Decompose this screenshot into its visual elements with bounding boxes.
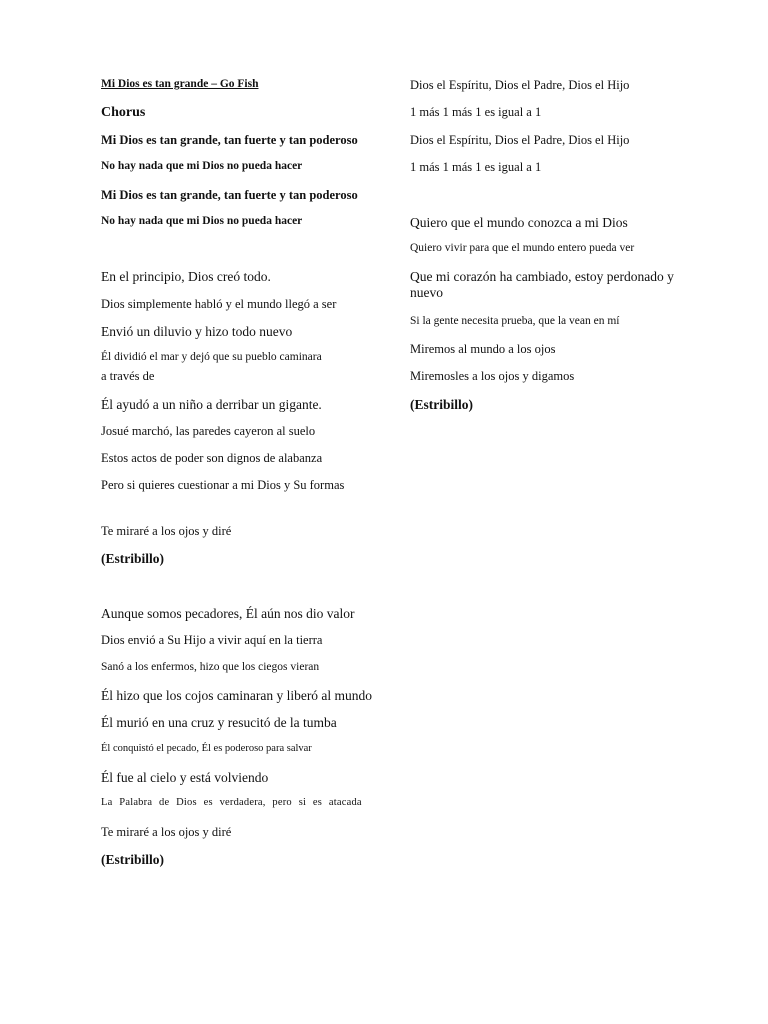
verse3-line: Dios el Espíritu, Dios el Padre, Dios el Hijo <box>410 78 630 92</box>
verse2-line: Él fue al cielo y está volviendo <box>101 770 269 785</box>
verse4-line: Si la gente necesita prueba, que la vean en mí <box>410 315 620 327</box>
verse3-line: Dios el Espíritu, Dios el Padre, Dios el Hijo <box>410 133 630 147</box>
verse2-line: La Palabra de Dios es verdadera, pero si es atacada <box>101 797 362 808</box>
verse3-line: 1 más 1 más 1 es igual a 1 <box>410 160 542 174</box>
verse3-line: 1 más 1 más 1 es igual a 1 <box>410 105 542 119</box>
verse1-line: Dios simplemente habló y el mundo llegó a ser <box>101 297 337 311</box>
chorus-line: No hay nada que mi Dios no pueda hacer <box>101 160 303 172</box>
verse2-line: Sanó a los enfermos, hizo que los ciegos vieran <box>101 661 320 673</box>
verse1-line: a través de <box>101 369 155 383</box>
chorus-line: Mi Dios es tan grande, tan fuerte y tan poderoso <box>101 133 358 147</box>
estribillo-marker: (Estribillo) <box>410 397 473 412</box>
song-title: Mi Dios es tan grande – Go Fish <box>101 78 259 90</box>
verse4-line: Que mi corazón ha cambiado, estoy perdonado y nuevo <box>410 269 674 300</box>
verse4-line: Miremosles a los ojos y digamos <box>410 369 575 383</box>
verse1-line: Él ayudó a un niño a derribar un gigante. <box>101 397 322 412</box>
verse1-line: Envió un diluvio y hizo todo nuevo <box>101 324 293 339</box>
chorus-line: Mi Dios es tan grande, tan fuerte y tan poderoso <box>101 188 358 202</box>
verse1-line: Pero si quieres cuestionar a mi Dios y Su formas <box>101 478 345 492</box>
estribillo-marker: (Estribillo) <box>101 551 164 566</box>
verse4-line: Quiero que el mundo conozca a mi Dios <box>410 215 628 230</box>
verse1-line: Josué marchó, las paredes cayeron al suelo <box>101 424 316 438</box>
verse2-line: Te miraré a los ojos y diré <box>101 825 232 839</box>
verse4-line: Miremos al mundo a los ojos <box>410 342 556 356</box>
verse1-line: En el principio, Dios creó todo. <box>101 269 271 284</box>
verse1-line: Estos actos de poder son dignos de alabanza <box>101 451 323 465</box>
verse2-line: Él hizo que los cojos caminaran y liberó al mundo <box>101 688 373 703</box>
verse2-line: Dios envió a Su Hijo a vivir aquí en la tierra <box>101 633 323 647</box>
verse2-line: Él murió en una cruz y resucitó de la tumba <box>101 715 337 730</box>
verse2-line: Él conquistó el pecado, Él es poderoso para salvar <box>101 743 312 754</box>
chorus-line: No hay nada que mi Dios no pueda hacer <box>101 215 303 227</box>
verse1-line: Te miraré a los ojos y diré <box>101 524 232 538</box>
verse2-line: Aunque somos pecadores, Él aún nos dio valor <box>101 606 355 621</box>
estribillo-marker: (Estribillo) <box>101 852 164 867</box>
verse4-line: Quiero vivir para que el mundo entero pueda ver <box>410 242 635 254</box>
chorus-heading: Chorus <box>101 105 146 120</box>
verse1-line: Él dividió el mar y dejó que su pueblo caminara <box>101 351 322 363</box>
